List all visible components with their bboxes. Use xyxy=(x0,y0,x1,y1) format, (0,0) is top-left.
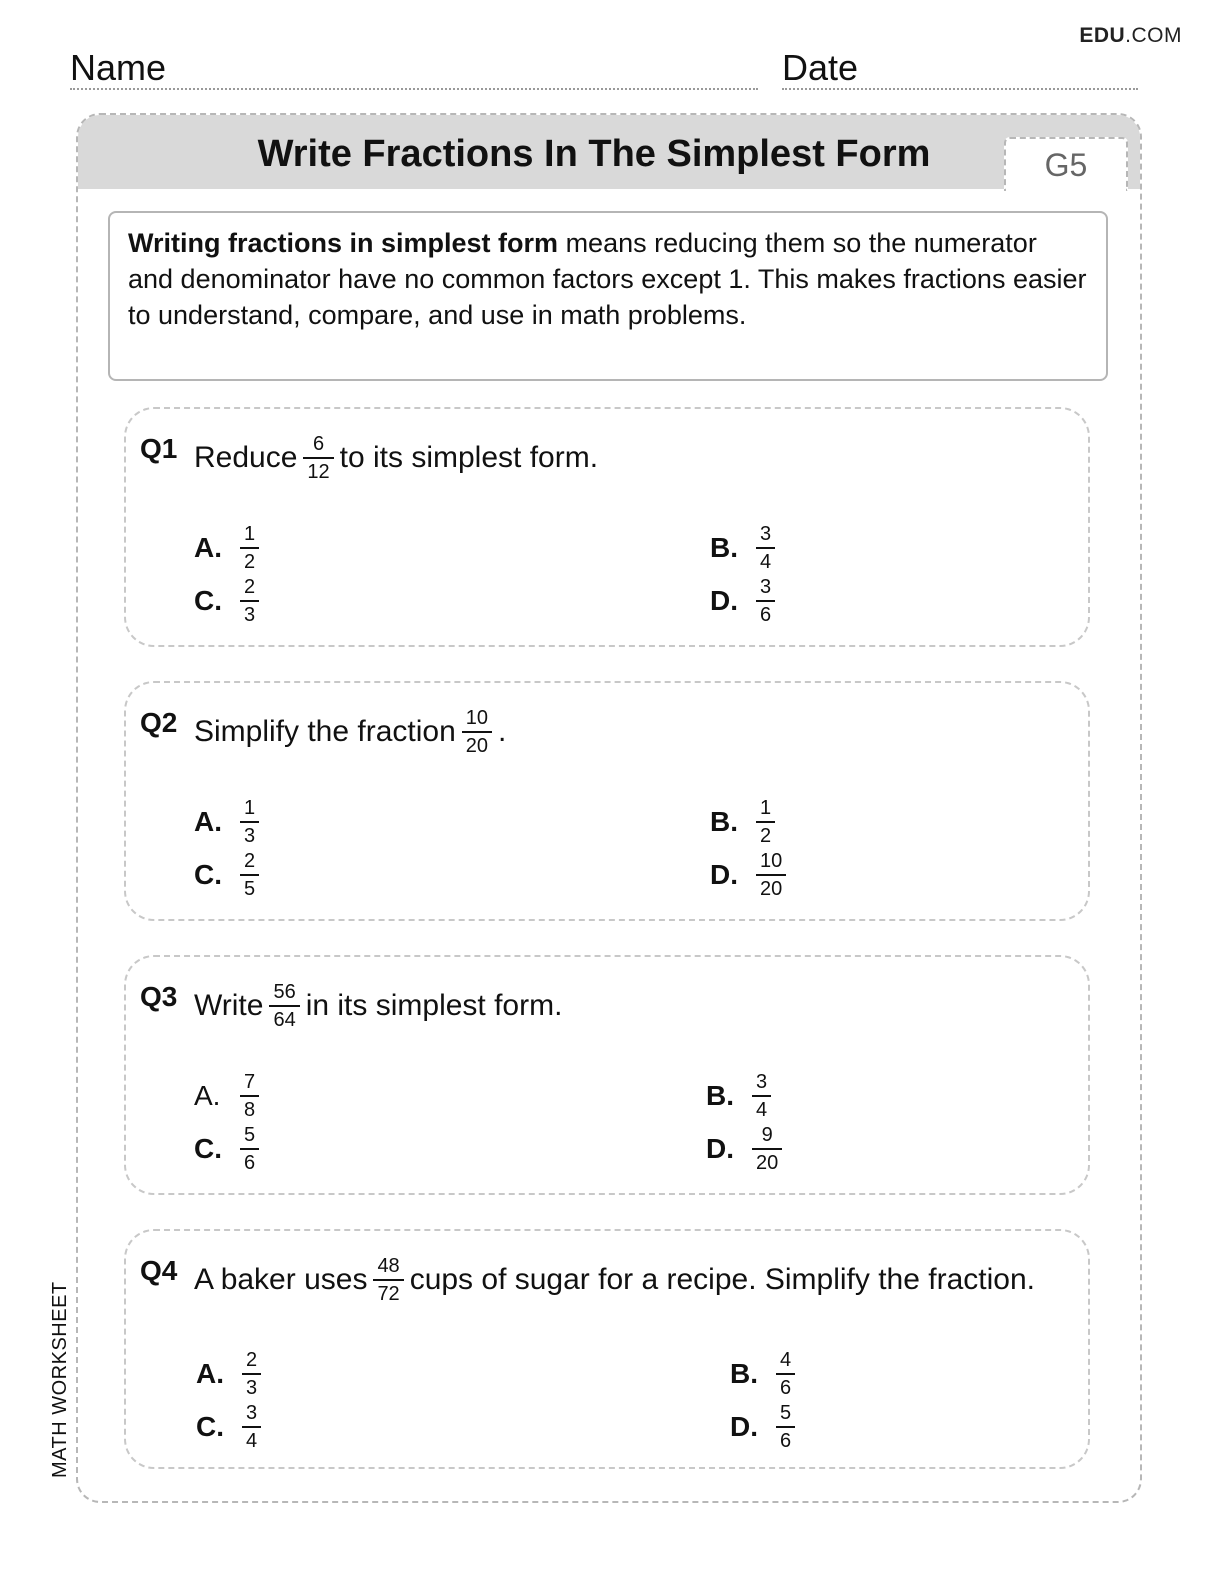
option-fraction xyxy=(756,576,775,626)
option-fraction xyxy=(242,1349,261,1399)
date-field[interactable] xyxy=(782,46,1138,90)
fraction-denominator: 72 xyxy=(373,1279,403,1305)
option-d[interactable] xyxy=(710,576,775,626)
option-label: C. xyxy=(194,585,222,616)
question-fraction xyxy=(373,1255,403,1305)
option-c[interactable] xyxy=(196,1402,261,1452)
option-label: D. xyxy=(730,1411,758,1442)
option-fraction xyxy=(240,1071,259,1121)
question-text xyxy=(194,707,506,757)
option-d[interactable] xyxy=(706,1124,782,1174)
name-date-row xyxy=(70,46,1138,90)
question-text-before: Write xyxy=(194,989,264,1022)
fraction-numerator: 1 xyxy=(244,797,256,819)
fraction-denominator: 3 xyxy=(242,1373,261,1399)
option-b[interactable] xyxy=(710,523,775,573)
question-number: Q2 xyxy=(140,707,178,738)
option-label: A. xyxy=(194,1080,221,1111)
brand-logo xyxy=(1079,24,1182,48)
option-label: B. xyxy=(710,806,738,837)
fraction-numerator: 3 xyxy=(246,1402,258,1424)
fraction-denominator: 20 xyxy=(462,731,492,757)
fraction-denominator: 20 xyxy=(756,874,786,900)
fraction-denominator: 6 xyxy=(776,1373,795,1399)
question-number: Q1 xyxy=(140,433,178,464)
option-label: A. xyxy=(194,532,222,563)
worksheet-panel xyxy=(76,113,1142,1503)
option-fraction xyxy=(752,1124,782,1174)
option-b[interactable] xyxy=(706,1071,771,1121)
question-text-before: A baker uses xyxy=(194,1263,368,1296)
option-d[interactable] xyxy=(710,850,786,900)
option-label: C. xyxy=(194,1133,222,1164)
option-a[interactable] xyxy=(194,797,259,847)
fraction-numerator: 2 xyxy=(246,1349,258,1371)
option-fraction xyxy=(240,576,259,626)
option-label: B. xyxy=(710,532,738,563)
question-text-before: Simplify the fraction xyxy=(194,715,456,748)
option-fraction xyxy=(240,1124,259,1174)
fraction-numerator: 10 xyxy=(760,850,783,872)
question-text xyxy=(194,981,562,1031)
question-fraction xyxy=(269,981,299,1031)
fraction-denominator: 4 xyxy=(756,547,775,573)
option-c[interactable] xyxy=(194,1124,259,1174)
fraction-numerator: 3 xyxy=(760,576,772,598)
question-fraction xyxy=(303,433,333,483)
fraction-denominator: 12 xyxy=(303,457,333,483)
fraction-numerator: 6 xyxy=(312,433,325,455)
option-label: C. xyxy=(194,859,222,890)
question-number: Q3 xyxy=(140,981,178,1012)
option-fraction xyxy=(776,1402,795,1452)
option-label: D. xyxy=(706,1133,734,1164)
fraction-numerator: 1 xyxy=(760,797,772,819)
option-b[interactable] xyxy=(710,797,775,847)
question-text xyxy=(194,433,598,483)
option-fraction xyxy=(756,523,775,573)
option-a[interactable] xyxy=(194,523,259,573)
option-a[interactable] xyxy=(194,1071,259,1121)
brand-logo-bold: EDU xyxy=(1079,24,1126,47)
fraction-denominator: 6 xyxy=(776,1426,795,1452)
intro-box xyxy=(108,211,1108,381)
intro-bold: Writing fractions in simplest form xyxy=(128,228,559,258)
fraction-numerator: 3 xyxy=(760,523,772,545)
option-d[interactable] xyxy=(730,1402,795,1452)
page-title: Write Fractions In The Simplest Form xyxy=(257,133,931,175)
fraction-denominator: 20 xyxy=(752,1148,782,1174)
fraction-numerator: 4 xyxy=(780,1349,792,1371)
fraction-numerator: 5 xyxy=(780,1402,792,1424)
fraction-denominator: 2 xyxy=(756,821,775,847)
option-fraction xyxy=(240,797,259,847)
question-text xyxy=(194,1255,1035,1305)
question-card-2 xyxy=(124,681,1090,921)
fraction-denominator: 3 xyxy=(240,821,259,847)
option-label: A. xyxy=(196,1358,224,1389)
date-label: Date xyxy=(782,47,859,88)
question-card-3 xyxy=(124,955,1090,1195)
question-text-after: cups of sugar for a recipe. Simplify the fraction. xyxy=(409,1263,1035,1296)
option-label: B. xyxy=(706,1080,734,1111)
fraction-denominator: 8 xyxy=(240,1095,259,1121)
option-label: D. xyxy=(710,859,738,890)
fraction-numerator: 9 xyxy=(761,1124,773,1146)
fraction-denominator: 4 xyxy=(752,1095,771,1121)
option-fraction xyxy=(756,797,775,847)
question-fraction xyxy=(462,707,492,757)
option-label: B. xyxy=(730,1358,758,1389)
fraction-denominator: 5 xyxy=(240,874,259,900)
question-card-4 xyxy=(124,1229,1090,1469)
question-number: Q4 xyxy=(140,1255,178,1286)
fraction-denominator: 6 xyxy=(240,1148,259,1174)
option-c[interactable] xyxy=(194,576,259,626)
grade-label: G5 xyxy=(1044,147,1088,183)
fraction-numerator: 1 xyxy=(244,523,256,545)
option-b[interactable] xyxy=(730,1349,795,1399)
fraction-numerator: 3 xyxy=(756,1071,768,1093)
fraction-numerator: 10 xyxy=(465,707,489,729)
option-fraction xyxy=(756,850,786,900)
question-card-1 xyxy=(124,407,1090,647)
option-label: C. xyxy=(196,1411,224,1442)
option-a[interactable] xyxy=(196,1349,261,1399)
option-c[interactable] xyxy=(194,850,259,900)
fraction-numerator: 2 xyxy=(244,850,256,872)
name-label: Name xyxy=(70,47,167,88)
fraction-denominator: 6 xyxy=(756,600,775,626)
question-text-after: to its simplest form. xyxy=(339,441,599,474)
name-field[interactable] xyxy=(70,46,758,90)
option-fraction xyxy=(242,1402,261,1452)
date-line xyxy=(782,88,1138,90)
option-label: D. xyxy=(710,585,738,616)
fraction-numerator: 5 xyxy=(244,1124,256,1146)
intro-text: means reducing them so the numerator and denominator have no common factors except 1. This makes fractions easier to understand, compare, and use in math problems. xyxy=(128,228,1087,330)
fraction-numerator: 2 xyxy=(244,576,256,598)
option-fraction xyxy=(776,1349,795,1399)
name-line xyxy=(70,88,758,90)
side-label: MATH WORKSHEET xyxy=(49,1281,71,1478)
fraction-numerator: 7 xyxy=(244,1071,256,1093)
option-fraction xyxy=(240,523,259,573)
fraction-numerator: 56 xyxy=(273,981,296,1003)
fraction-numerator: 48 xyxy=(377,1255,400,1277)
option-fraction xyxy=(752,1071,771,1121)
question-text-after: in its simplest form. xyxy=(305,989,563,1022)
option-label: A. xyxy=(194,806,222,837)
fraction-denominator: 4 xyxy=(242,1426,261,1452)
question-text-before: Reduce xyxy=(194,441,298,474)
worksheet-header xyxy=(78,115,1140,189)
fraction-denominator: 3 xyxy=(240,600,259,626)
question-text-after: . xyxy=(498,715,507,748)
fraction-denominator: 64 xyxy=(269,1005,299,1031)
brand-logo-rest: .COM xyxy=(1125,24,1182,47)
option-fraction xyxy=(240,850,259,900)
fraction-denominator: 2 xyxy=(240,547,259,573)
grade-tab xyxy=(1004,137,1128,191)
